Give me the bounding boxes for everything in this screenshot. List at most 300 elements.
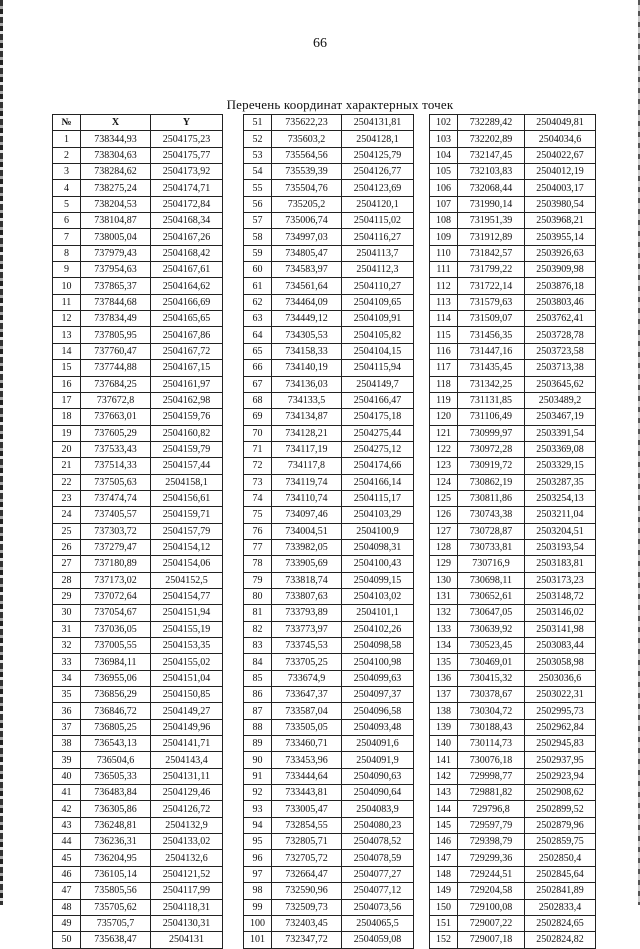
x-coordinate: 733647,37	[272, 687, 342, 703]
x-coordinate: 738344,93	[81, 131, 151, 147]
coordinates-table-1	[52, 114, 223, 949]
x-coordinate: 737005,55	[81, 638, 151, 654]
table-row	[244, 605, 414, 621]
point-number: 5	[53, 196, 81, 212]
x-coordinate: 734117,19	[272, 441, 342, 457]
point-number: 118	[430, 376, 458, 392]
x-coordinate: 733587,04	[272, 703, 342, 719]
point-number: 150	[430, 899, 458, 915]
table-row	[244, 752, 414, 768]
x-coordinate: 737672,8	[81, 392, 151, 408]
x-coordinate: 736248,81	[81, 817, 151, 833]
table-row	[430, 441, 596, 457]
y-coordinate: 2502824,65	[525, 915, 596, 931]
table-row	[244, 556, 414, 572]
point-number: 93	[244, 801, 272, 817]
table-row	[53, 670, 223, 686]
table-row	[53, 327, 223, 343]
x-coordinate: 730114,73	[458, 736, 525, 752]
y-coordinate: 2504120,1	[342, 196, 414, 212]
table-row	[53, 572, 223, 588]
y-coordinate: 2504003,17	[525, 180, 596, 196]
x-coordinate: 737865,37	[81, 278, 151, 294]
point-number: 138	[430, 703, 458, 719]
point-number: 108	[430, 213, 458, 229]
point-number: 1	[53, 131, 81, 147]
y-coordinate: 2504174,71	[151, 180, 223, 196]
table-row	[53, 131, 223, 147]
x-coordinate: 730999,97	[458, 425, 525, 441]
x-coordinate: 732289,42	[458, 115, 525, 131]
x-coordinate: 733807,63	[272, 588, 342, 604]
x-coordinate: 732805,71	[272, 834, 342, 850]
point-number: 106	[430, 180, 458, 196]
x-coordinate: 729796,8	[458, 801, 525, 817]
point-number: 110	[430, 245, 458, 261]
y-coordinate: 2504167,86	[151, 327, 223, 343]
y-coordinate: 2503762,41	[525, 311, 596, 327]
point-number: 46	[53, 866, 81, 882]
table-row	[244, 294, 414, 310]
point-number: 59	[244, 245, 272, 261]
table-row	[53, 474, 223, 490]
table-row	[53, 490, 223, 506]
point-number: 12	[53, 311, 81, 327]
y-coordinate: 2504141,71	[151, 736, 223, 752]
x-coordinate: 733460,71	[272, 736, 342, 752]
point-number: 77	[244, 539, 272, 555]
header-x: X	[81, 115, 151, 131]
x-coordinate: 734158,33	[272, 343, 342, 359]
y-coordinate: 2504149,96	[151, 719, 223, 735]
point-number: 144	[430, 801, 458, 817]
table-row	[244, 164, 414, 180]
table-row	[53, 262, 223, 278]
x-coordinate: 737180,89	[81, 556, 151, 572]
x-coordinate: 736543,13	[81, 736, 151, 752]
point-number: 136	[430, 670, 458, 686]
y-coordinate: 2504049,81	[525, 115, 596, 131]
table-row	[430, 621, 596, 637]
point-number: 129	[430, 556, 458, 572]
table-row	[53, 834, 223, 850]
point-number: 49	[53, 915, 81, 931]
y-coordinate: 2504160,82	[151, 425, 223, 441]
table-row	[244, 360, 414, 376]
table-row	[244, 278, 414, 294]
x-coordinate: 730469,01	[458, 654, 525, 670]
y-coordinate: 2503204,51	[525, 523, 596, 539]
y-coordinate: 2504132,6	[151, 850, 223, 866]
x-coordinate: 732590,96	[272, 883, 342, 899]
table-row	[430, 213, 596, 229]
point-number: 134	[430, 638, 458, 654]
table-row	[430, 147, 596, 163]
y-coordinate: 2503146,02	[525, 605, 596, 621]
x-coordinate: 735805,56	[81, 883, 151, 899]
x-coordinate: 737760,47	[81, 343, 151, 359]
y-coordinate: 2503391,54	[525, 425, 596, 441]
point-number: 107	[430, 196, 458, 212]
y-coordinate: 2504153,35	[151, 638, 223, 654]
y-coordinate: 2504116,27	[342, 229, 414, 245]
y-coordinate: 2504159,79	[151, 441, 223, 457]
point-number: 30	[53, 605, 81, 621]
table-row	[244, 638, 414, 654]
point-number: 35	[53, 687, 81, 703]
x-coordinate: 737834,49	[81, 311, 151, 327]
y-coordinate: 2503968,21	[525, 213, 596, 229]
table-row	[430, 670, 596, 686]
table-row	[244, 572, 414, 588]
point-number: 103	[430, 131, 458, 147]
y-coordinate: 2504151,94	[151, 605, 223, 621]
y-coordinate: 2504099,15	[342, 572, 414, 588]
x-coordinate: 732854,55	[272, 817, 342, 833]
y-coordinate: 2504168,34	[151, 213, 223, 229]
y-coordinate: 2502995,73	[525, 703, 596, 719]
table-row	[53, 817, 223, 833]
x-coordinate: 734136,03	[272, 376, 342, 392]
y-coordinate: 2503083,44	[525, 638, 596, 654]
table-row	[244, 621, 414, 637]
x-coordinate: 738275,24	[81, 180, 151, 196]
table-row	[244, 523, 414, 539]
point-number: 116	[430, 343, 458, 359]
table-row	[430, 801, 596, 817]
y-coordinate: 2504100,43	[342, 556, 414, 572]
table-row	[53, 311, 223, 327]
point-number: 64	[244, 327, 272, 343]
x-coordinate: 733005,47	[272, 801, 342, 817]
x-coordinate: 734134,87	[272, 409, 342, 425]
table-row	[53, 409, 223, 425]
table-row	[244, 801, 414, 817]
y-coordinate: 2503467,19	[525, 409, 596, 425]
x-coordinate: 733793,89	[272, 605, 342, 621]
point-number: 2	[53, 147, 81, 163]
y-coordinate: 2504012,19	[525, 164, 596, 180]
table-row	[244, 343, 414, 359]
x-coordinate: 732068,44	[458, 180, 525, 196]
x-coordinate: 731509,07	[458, 311, 525, 327]
x-coordinate: 736805,25	[81, 719, 151, 735]
point-number: 14	[53, 343, 81, 359]
point-number: 104	[430, 147, 458, 163]
table-row	[430, 850, 596, 866]
table-row	[244, 376, 414, 392]
point-number: 117	[430, 360, 458, 376]
y-coordinate: 2504105,82	[342, 327, 414, 343]
point-number: 67	[244, 376, 272, 392]
y-coordinate: 2503645,62	[525, 376, 596, 392]
point-number: 94	[244, 817, 272, 833]
table-row	[430, 899, 596, 915]
y-coordinate: 2504098,31	[342, 539, 414, 555]
y-coordinate: 2504104,15	[342, 343, 414, 359]
y-coordinate: 2503148,72	[525, 588, 596, 604]
table-row	[430, 131, 596, 147]
point-number: 82	[244, 621, 272, 637]
x-coordinate: 735205,2	[272, 196, 342, 212]
table-row	[430, 180, 596, 196]
y-coordinate: 2503193,54	[525, 539, 596, 555]
x-coordinate: 732147,45	[458, 147, 525, 163]
x-coordinate: 734110,74	[272, 490, 342, 506]
y-coordinate: 2504125,79	[342, 147, 414, 163]
table-row	[53, 180, 223, 196]
y-coordinate: 2503489,2	[525, 392, 596, 408]
x-coordinate: 734464,09	[272, 294, 342, 310]
point-number: 86	[244, 687, 272, 703]
x-coordinate: 737036,05	[81, 621, 151, 637]
x-coordinate: 734449,12	[272, 311, 342, 327]
point-number: 130	[430, 572, 458, 588]
y-coordinate: 2502833,4	[525, 899, 596, 915]
x-coordinate: 737279,47	[81, 539, 151, 555]
y-coordinate: 2504275,44	[342, 425, 414, 441]
table-row	[244, 311, 414, 327]
x-coordinate: 731912,89	[458, 229, 525, 245]
x-coordinate: 730919,72	[458, 458, 525, 474]
x-coordinate: 737072,64	[81, 588, 151, 604]
point-number: 102	[430, 115, 458, 131]
y-coordinate: 2504167,61	[151, 262, 223, 278]
y-coordinate: 2504155,02	[151, 654, 223, 670]
y-coordinate: 2504175,18	[342, 409, 414, 425]
y-coordinate: 2504158,1	[151, 474, 223, 490]
y-coordinate: 2504154,77	[151, 588, 223, 604]
table-row	[244, 866, 414, 882]
y-coordinate: 2504121,52	[151, 866, 223, 882]
x-coordinate: 737954,63	[81, 262, 151, 278]
point-number: 72	[244, 458, 272, 474]
point-number: 128	[430, 539, 458, 555]
x-coordinate: 731456,35	[458, 327, 525, 343]
table-row	[430, 785, 596, 801]
x-coordinate: 733818,74	[272, 572, 342, 588]
table-row	[53, 196, 223, 212]
table-row	[53, 621, 223, 637]
y-coordinate: 2503173,23	[525, 572, 596, 588]
x-coordinate: 731722,14	[458, 278, 525, 294]
table-row	[244, 441, 414, 457]
x-coordinate: 733674,9	[272, 670, 342, 686]
table-row	[244, 539, 414, 555]
x-coordinate: 736204,95	[81, 850, 151, 866]
point-number: 81	[244, 605, 272, 621]
point-number: 4	[53, 180, 81, 196]
x-coordinate: 730716,9	[458, 556, 525, 572]
table-row	[244, 507, 414, 523]
x-coordinate: 733443,81	[272, 785, 342, 801]
y-coordinate: 2503980,54	[525, 196, 596, 212]
table-row	[244, 245, 414, 261]
point-number: 115	[430, 327, 458, 343]
x-coordinate: 736504,6	[81, 752, 151, 768]
header-number: №	[53, 115, 81, 131]
point-number: 135	[430, 654, 458, 670]
x-coordinate: 730652,61	[458, 588, 525, 604]
table-row	[430, 294, 596, 310]
point-number: 7	[53, 229, 81, 245]
point-number: 61	[244, 278, 272, 294]
point-number: 15	[53, 360, 81, 376]
table-row	[430, 752, 596, 768]
table-row	[53, 392, 223, 408]
x-coordinate: 733705,25	[272, 654, 342, 670]
y-coordinate: 2504157,44	[151, 458, 223, 474]
y-coordinate: 2504103,29	[342, 507, 414, 523]
table-row	[53, 866, 223, 882]
point-number: 146	[430, 834, 458, 850]
point-number: 66	[244, 360, 272, 376]
y-coordinate: 2504101,1	[342, 605, 414, 621]
y-coordinate: 2504161,97	[151, 376, 223, 392]
x-coordinate: 734128,21	[272, 425, 342, 441]
point-number: 37	[53, 719, 81, 735]
y-coordinate: 2504143,4	[151, 752, 223, 768]
point-number: 149	[430, 883, 458, 899]
table-row	[53, 899, 223, 915]
table-row	[53, 507, 223, 523]
table-row	[244, 474, 414, 490]
y-coordinate: 2502845,64	[525, 866, 596, 882]
point-number: 132	[430, 605, 458, 621]
table-row	[53, 752, 223, 768]
point-number: 114	[430, 311, 458, 327]
x-coordinate: 737684,25	[81, 376, 151, 392]
table-row	[244, 131, 414, 147]
x-coordinate: 730743,38	[458, 507, 525, 523]
y-coordinate: 2503369,08	[525, 441, 596, 457]
y-coordinate: 2504162,98	[151, 392, 223, 408]
y-coordinate: 2504073,56	[342, 899, 414, 915]
y-coordinate: 2503058,98	[525, 654, 596, 670]
y-coordinate: 2504165,65	[151, 311, 223, 327]
y-coordinate: 2503287,35	[525, 474, 596, 490]
table-row	[430, 605, 596, 621]
y-coordinate: 2502962,84	[525, 719, 596, 735]
x-coordinate: 732347,72	[272, 932, 342, 948]
x-coordinate: 737605,29	[81, 425, 151, 441]
table-row	[244, 670, 414, 686]
table-row	[430, 376, 596, 392]
y-coordinate: 2504173,92	[151, 164, 223, 180]
y-coordinate: 2504126,72	[151, 801, 223, 817]
table-row	[53, 883, 223, 899]
x-coordinate: 736105,14	[81, 866, 151, 882]
table-row	[430, 229, 596, 245]
table-row	[244, 229, 414, 245]
point-number: 113	[430, 294, 458, 310]
table-row	[430, 392, 596, 408]
table-row	[53, 164, 223, 180]
point-number: 53	[244, 147, 272, 163]
table-row	[244, 327, 414, 343]
table-row	[430, 817, 596, 833]
y-coordinate: 2502908,62	[525, 785, 596, 801]
x-coordinate: 730728,87	[458, 523, 525, 539]
table-row	[244, 425, 414, 441]
point-number: 109	[430, 229, 458, 245]
x-coordinate: 732103,83	[458, 164, 525, 180]
table-row	[430, 458, 596, 474]
x-coordinate: 729007,22	[458, 915, 525, 931]
point-number: 27	[53, 556, 81, 572]
point-number: 111	[430, 262, 458, 278]
y-coordinate: 2504175,77	[151, 147, 223, 163]
table-row	[244, 932, 414, 948]
x-coordinate: 731435,45	[458, 360, 525, 376]
table-row	[53, 360, 223, 376]
point-number: 19	[53, 425, 81, 441]
x-coordinate: 738204,53	[81, 196, 151, 212]
y-coordinate: 2504100,98	[342, 654, 414, 670]
x-coordinate: 733505,05	[272, 719, 342, 735]
table-row	[53, 294, 223, 310]
table-row	[430, 768, 596, 784]
point-number: 51	[244, 115, 272, 131]
table-row	[53, 539, 223, 555]
y-coordinate: 2504172,84	[151, 196, 223, 212]
y-coordinate: 2504164,62	[151, 278, 223, 294]
table-row	[53, 229, 223, 245]
x-coordinate: 734561,64	[272, 278, 342, 294]
x-coordinate: 737505,63	[81, 474, 151, 490]
x-coordinate: 735603,2	[272, 131, 342, 147]
y-coordinate: 2504091,9	[342, 752, 414, 768]
point-number: 11	[53, 294, 81, 310]
point-number: 100	[244, 915, 272, 931]
table-row	[430, 556, 596, 572]
document-title: Перечень координат характерных точек	[226, 97, 454, 112]
y-coordinate: 2504128,1	[342, 131, 414, 147]
y-coordinate: 2504022,67	[525, 147, 596, 163]
table-row	[430, 588, 596, 604]
y-coordinate: 2504151,04	[151, 670, 223, 686]
point-number: 32	[53, 638, 81, 654]
y-coordinate: 2503728,78	[525, 327, 596, 343]
point-number: 21	[53, 458, 81, 474]
x-coordinate: 729244,51	[458, 866, 525, 882]
table-row	[53, 932, 223, 948]
x-coordinate: 730972,28	[458, 441, 525, 457]
x-coordinate: 735539,39	[272, 164, 342, 180]
table-row	[430, 507, 596, 523]
x-coordinate: 735006,74	[272, 213, 342, 229]
point-number: 69	[244, 409, 272, 425]
point-number: 48	[53, 899, 81, 915]
point-number: 112	[430, 278, 458, 294]
y-coordinate: 2503254,13	[525, 490, 596, 506]
y-coordinate: 2503022,31	[525, 687, 596, 703]
y-coordinate: 2503036,6	[525, 670, 596, 686]
x-coordinate: 732664,47	[272, 866, 342, 882]
point-number: 24	[53, 507, 81, 523]
x-coordinate: 737173,02	[81, 572, 151, 588]
table-row	[244, 899, 414, 915]
y-coordinate: 2503909,98	[525, 262, 596, 278]
x-coordinate: 734583,97	[272, 262, 342, 278]
x-coordinate: 736846,72	[81, 703, 151, 719]
table-row	[244, 850, 414, 866]
x-coordinate: 729998,77	[458, 768, 525, 784]
table-row	[244, 883, 414, 899]
scan-edge-left	[0, 0, 3, 905]
x-coordinate: 736955,06	[81, 670, 151, 686]
y-coordinate: 2504080,23	[342, 817, 414, 833]
